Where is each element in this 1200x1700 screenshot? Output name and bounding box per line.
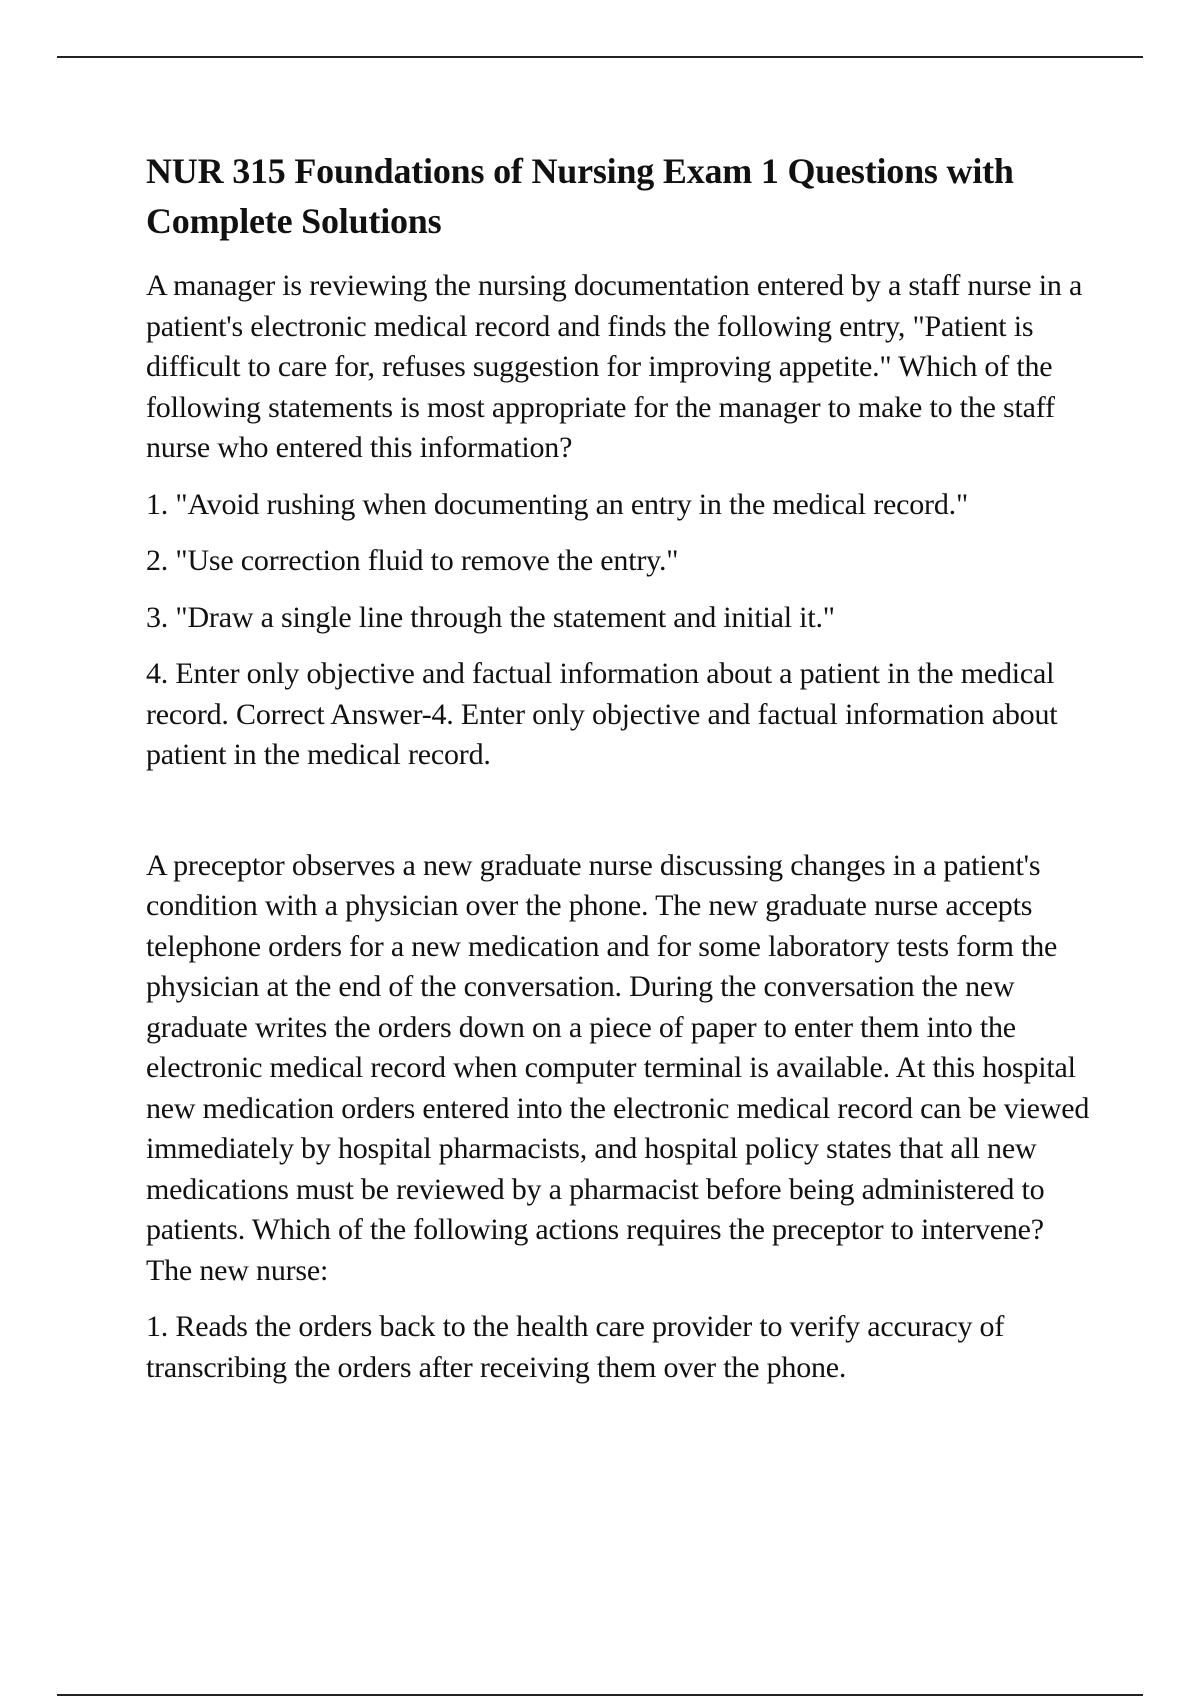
question-2-stem: A preceptor observes a new graduate nurse discussing changes in a patient's condition with a physician over the phone. The new graduate nurse accepts telephone orders for a new medication and for some laboratory tests form the physician at the end of the conversation. During the conversation the new graduate writes the orders down on a piece of paper to enter them into the electronic medical record when computer terminal is available. At this hospital new medication orders entered into the electronic medical record can be viewed immediately by hospital pharmacists, and hospital policy states that all new medications must be reviewed by a pharmacist before being administered to patients. Which of the following actions requires the preceptor to intervene? The new nurse: xyxy=(146,848,1090,1287)
question-1 xyxy=(146,266,1096,776)
document-body xyxy=(146,146,1096,1388)
question-1-option-1: 1. "Avoid rushing when documenting an entry in the medical record." xyxy=(146,487,968,521)
question-1-option-4-answer: 4. Enter only objective and factual information about a patient in the medical record. Correct Answer-4. Enter only objective and factual information about patient in the medical record. xyxy=(146,657,1058,771)
bottom-rule xyxy=(57,1694,1143,1696)
question-1-option-3: 3. "Draw a single line through the statement and initial it." xyxy=(146,600,835,634)
question-1-option-2: 2. "Use correction fluid to remove the entry." xyxy=(146,544,679,577)
document-title: NUR 315 Foundations of Nursing Exam 1 Questions with Complete Solutions xyxy=(146,151,1014,241)
question-2-option-1: 1. Reads the orders back to the health care provider to verify accuracy of transcribing the orders after receiving them over the phone. xyxy=(146,1310,1005,1384)
top-rule xyxy=(57,56,1143,58)
question-1-stem: A manager is reviewing the nursing documentation entered by a staff nurse in a patient's electronic medical record and finds the following entry, "Patient is difficult to care for, refuses suggestion for improving appetite." Which of the following statements is most appropriate for the manager to make to the staff nurse who entered this information? xyxy=(146,269,1083,464)
question-2 xyxy=(146,846,1096,1389)
question-spacer xyxy=(146,776,1096,846)
